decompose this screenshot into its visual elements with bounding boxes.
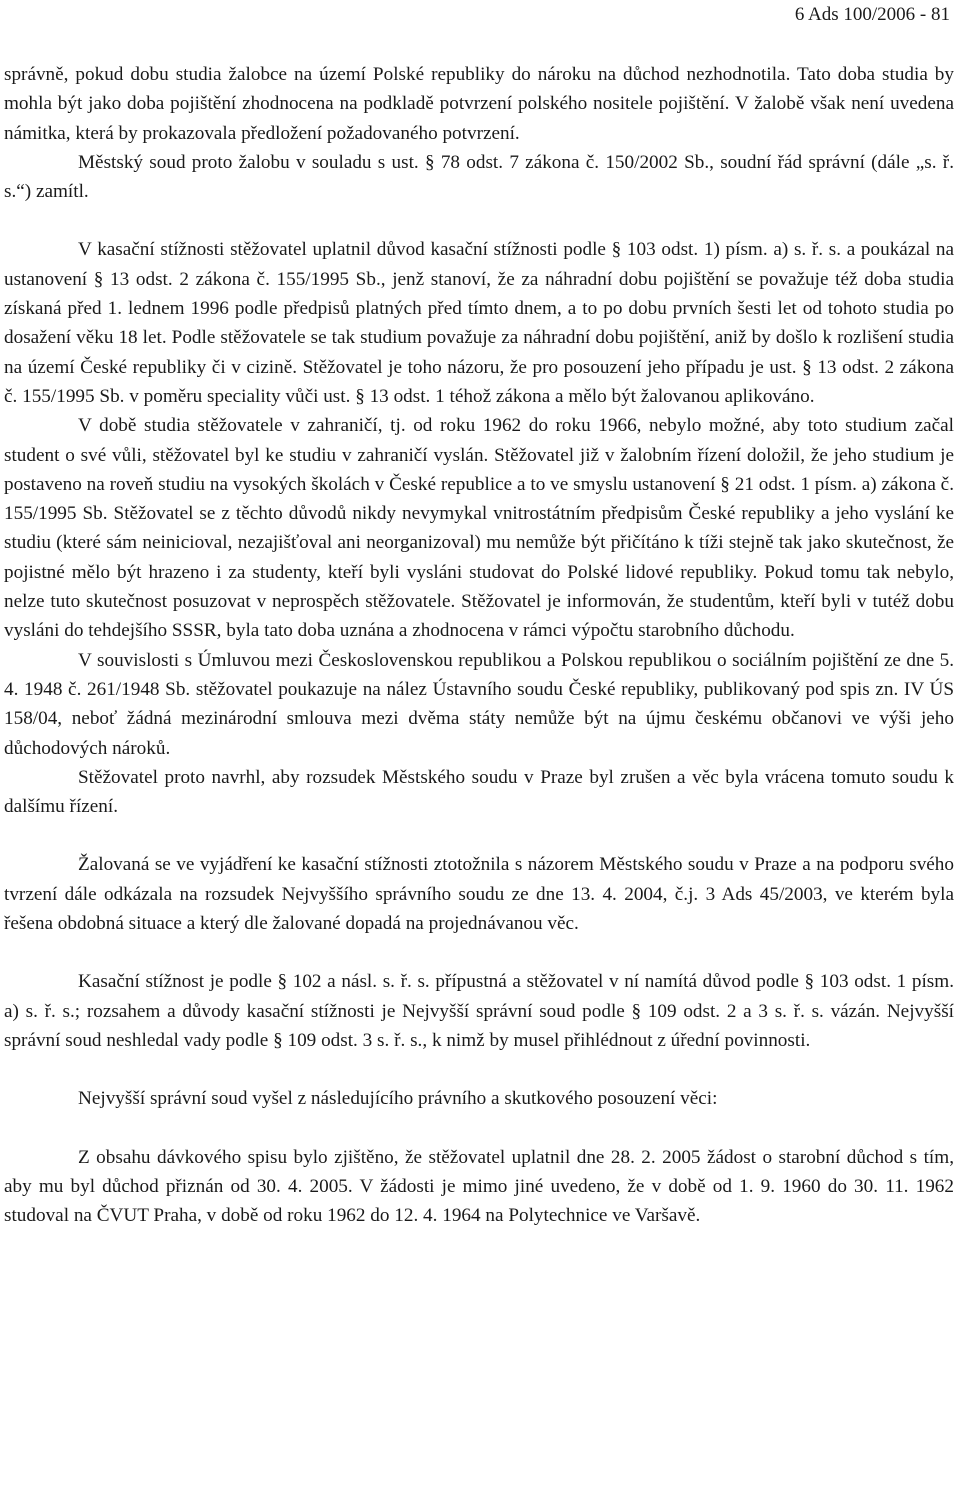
paragraph-convention: V souvislosti s Úmluvou mezi Československou republikou a Polskou republikou o sociálním pojištění ze dne 5. 4. 1948 č. 261/1948 Sb. stěžovatel poukazuje na nález Ústavního soudu České republiky, publikovaný pod spis zn. IV ÚS 158/04, neboť žádná mezinárodní smlouva mezi dvěma státy nemůže být na újmu českému občanovi ve výši jeho důchodových nároků. <box>4 649 954 759</box>
paragraph-study-abroad: V době studia stěžovatele v zahraničí, tj. od roku 1962 do roku 1966, nebylo možné, aby toto studium začal student o své vůli, stěžovatel byl ke studiu v zahraničí vyslán. Stěžovatel již v žalobním řízení doložil, že jeho studium je postaveno na roveň studiu na vysokých školách v České republice a to ve smyslu ustanovení § 21 odst. 1 písm. a) zákona č. 155/1995 Sb. Stěžovatel se z těchto důvodů nikdy nevymykal vnitrostátním předpisům České republiky a jeho vyslání ke studiu (které sám neinicioval, nezajišťoval ani neorganizoval) mu nemůže být přičítáno k tíži stejně tak jako skutečnost, že pojistné mělo být hrazeno i za studenty, kteří byli vysláni studovat do Polské lidové republiky. Pokud tomu tak nebylo, nelze tuto skutečnost posuzovat v neprospěch stěžovatele. Stěžovatel je informován, že studentům, kteří byli v tutéž dobu vysláni do tehdejšího SSSR, byla tato doba uznána a zhodnocena v rámci výpočtu starobního důchodu. <box>4 415 954 642</box>
document-body <box>4 60 954 1230</box>
paragraph-proposal: Stěžovatel proto navrhl, aby rozsudek Městského soudu v Praze byl zrušen a věc byla vrácena tomuto soudu k dalšímu řízení. <box>4 766 954 818</box>
paragraph-admissibility: Kasační stížnost je podle § 102 a násl. s. ř. s. přípustná a stěžovatel v ní namítá důvod podle § 103 odst. 1 písm. a) s. ř. s.; rozsahem a důvody kasační stížnosti je Nejvyšší správní soud podle § 109 odst. 2 a 3 s. ř. s. vázán. Nejvyšší správní soud neshledal vady podle § 109 odst. 3 s. ř. s., k nimž by musel přihlédnout z úřední povinnosti. <box>4 971 954 1051</box>
paragraph-cassation-grounds: V kasační stížnosti stěžovatel uplatnil důvod kasační stížnosti podle § 103 odst. 1) písm. a) s. ř. s. a poukázal na ustanovení § 13 odst. 2 zákona č. 155/1995 Sb., jenž stanoví, že za náhradní dobu pojištění se považuje též doba studia získaná před 1. lednem 1996 podle předpisů platných před tímto dnem, a to po dobu prvních šesti let od tohoto studia po dosažení věku 18 let. Podle stěžovatele se tak studium považuje za náhradní dobu pojištění, aniž by došlo k rozlišení studia na území České republiky či v cizině. Stěžovatel je toho názoru, že pro posouzení jeho případu je ust. § 13 odst. 2 zákona č. 155/1995 Sb. v poměru speciality vůči ust. § 13 odst. 1 téhož zákona a mělo být žalovanou aplikováno. <box>4 239 954 407</box>
paragraph-defendant-statement: Žalovaná se ve vyjádření ke kasační stížnosti ztotožnila s názorem Městského soudu v Praze a na podporu svého tvrzení dále odkázala na rozsudek Nejvyššího správního soudu ze dne 13. 4. 2004, č.j. 3 Ads 45/2003, ve kterém byla řešena obdobná situace a který dle žalované dopadá na projednávanou věc. <box>4 854 954 935</box>
paragraph-court-assessment: Nejvyšší správní soud vyšel z následujícího právního a skutkového posouzení věci: <box>78 1088 718 1110</box>
page-reference: 6 Ads 100/2006 - 81 <box>794 4 950 25</box>
paragraph-continuation: správně, pokud dobu studia žalobce na území Polské republiky do nároku na důchod nezhodnotila. Tato doba studia by mohla být jako doba pojištění zhodnocena na podkladě potvrzení polského nositele pojištění. V žalobě však není uvedena námitka, která by prokazovala předložení požadovaného potvrzení. <box>4 64 954 144</box>
paragraph-file-findings: Z obsahu dávkového spisu bylo zjištěno, že stěžovatel uplatnil dne 28. 2. 2005 žádost o starobní důchod s tím, aby mu byl důchod přiznán od 30. 4. 2005. V žádosti je mimo jiné uvedeno, že v době od 1. 9. 1960 do 30. 11. 1962 studoval na ČVUT Praha, v době od roku 1962 do 12. 4. 1964 na Polytechnice ve Varšavě. <box>4 1146 954 1227</box>
paragraph-city-court-decision: Městský soud proto žalobu v souladu s ust. § 78 odst. 7 zákona č. 150/2002 Sb., soudní řád správní (dále „s. ř. s.“) zamítl. <box>4 151 954 203</box>
